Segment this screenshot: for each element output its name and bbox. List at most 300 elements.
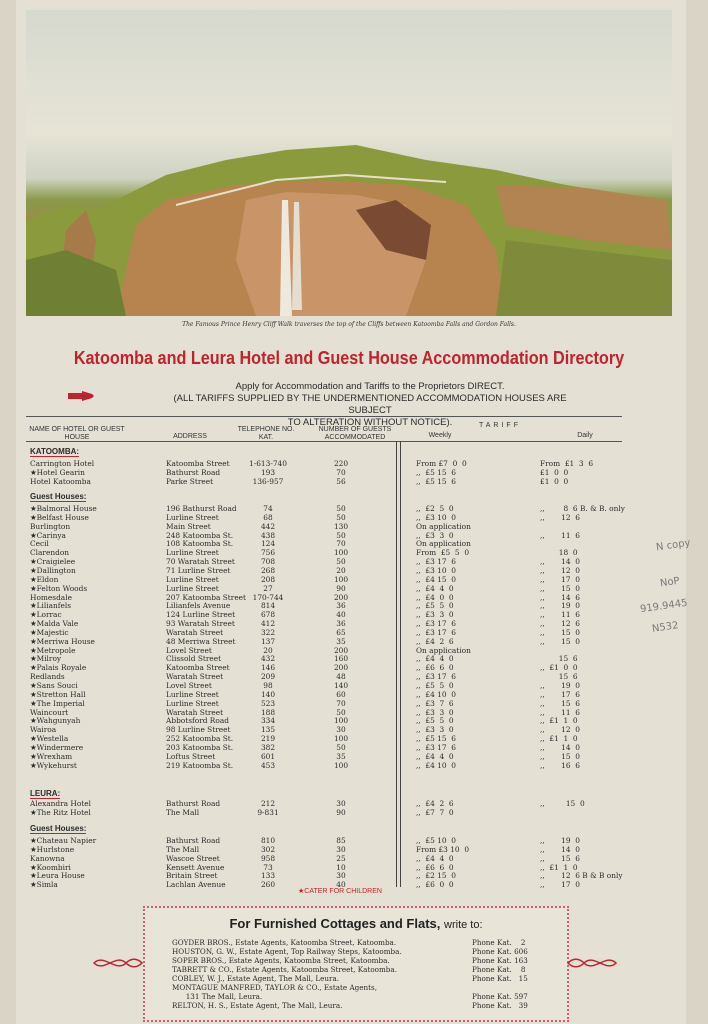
tariff-daily: ,, 19 0: [540, 601, 580, 611]
hotel-capacity: 200: [333, 592, 349, 602]
hotel-name: Alexandra Hotel: [30, 799, 92, 808]
tariff-weekly: ,, £3 3 0: [416, 707, 454, 717]
apply-line-3: TO ALTERATION WITHOUT NOTICE).: [287, 417, 453, 428]
tariff-weekly: ,, £5 10 0: [416, 836, 456, 845]
hotel-address: Wascoe Street: [166, 853, 220, 863]
directory-title: Katoomba and Leura Hotel and Guest House Accommodation Directory: [73, 348, 625, 368]
hotel-phone: 193: [260, 468, 276, 477]
tariff-daily: ,, 17 0: [540, 880, 580, 890]
hotel-capacity: 30: [336, 844, 346, 854]
table-row: [0, 504, 708, 513]
agent-row: [172, 974, 652, 983]
hotel-capacity: 200: [333, 663, 349, 673]
hotel-name: ★Balmoral House: [30, 504, 97, 513]
hotel-phone: 9-831: [257, 808, 279, 817]
tariff-weekly: ,, £4 4 0: [416, 751, 454, 761]
hotel-address: Main Street: [166, 521, 211, 531]
hotel-address: 93 Waratah Street: [166, 619, 235, 629]
agent-name: MONTAGUE MANFRED, TAYLOR & CO., Estate Agents,: [172, 983, 378, 992]
hotel-capacity: 100: [333, 548, 349, 558]
agent-phone: Phone Kat. 15: [472, 974, 528, 983]
hotel-phone: 334: [260, 716, 276, 726]
tariff-weekly: ,, £3 10 0: [416, 512, 456, 522]
cater-note: ★CATER FOR CHILDREN: [298, 888, 382, 895]
header-rule: [26, 441, 622, 442]
hotel-address: 252 Katoomba St.: [166, 734, 234, 744]
table-row: [0, 871, 708, 880]
hotel-address: 196 Bathurst Road: [166, 504, 237, 513]
hotel-phone: 756: [260, 548, 276, 558]
hotel-capacity: 85: [336, 836, 346, 845]
table-row: [0, 566, 708, 575]
hotel-name: ★Milroy: [30, 654, 62, 664]
hotel-name: ★Craigielee: [30, 557, 76, 567]
apply-line-1: Apply for Accommodation and Tariffs to the Proprietors DIRECT.: [235, 381, 505, 392]
hotel-capacity: 25: [336, 853, 346, 863]
hotel-name: ★Wahgunyah: [30, 716, 81, 726]
tariff-daily: ,, 11 6: [540, 707, 580, 717]
pencil-note-1: N copy: [655, 537, 692, 554]
apply-line-2: (ALL TARIFFS SUPPLIED BY THE UNDERMENTIONED ACCOMMODATION HOUSES ARE SUBJECT: [173, 393, 567, 416]
agent-name: HOUSTON, G. W., Estate Agent, Top Railway Steps, Katoomba.: [172, 947, 402, 956]
tariff-daily: ,, £1 1 0: [540, 734, 578, 744]
tariff-weekly: ,, £3 17 6: [416, 557, 456, 567]
hotel-name: ★Merriwa House: [30, 636, 95, 646]
hotel-phone: 140: [260, 689, 276, 699]
tariff-daily: ,, 15 0: [540, 627, 580, 637]
tariff-daily: ,, 19 0: [540, 681, 580, 690]
tariff-weekly: ,, £3 3 0: [416, 610, 454, 620]
hotel-capacity: 50: [336, 742, 346, 752]
hotel-phone: 678: [260, 610, 276, 620]
hotel-address: The Mall: [166, 808, 200, 817]
tariff-weekly: On application: [416, 521, 471, 531]
hotel-capacity: 90: [336, 583, 346, 593]
pencil-note-2: NoP: [659, 575, 681, 590]
hotel-name: ★Wrexham: [30, 751, 73, 761]
section-katoomba-guest-houses: Guest Houses:: [30, 492, 87, 501]
hotel-capacity: 60: [336, 689, 346, 699]
hotel-address: Loftus Street: [166, 751, 216, 761]
table-row: [0, 637, 708, 646]
tariff-weekly: ,, £5 5 0: [416, 601, 454, 611]
section-leura: LEURA:: [30, 789, 61, 798]
hotel-phone: 209: [260, 672, 276, 682]
hotel-address: 71 Lurline Street: [166, 565, 231, 575]
top-rule: [26, 416, 622, 417]
tariff-daily: ,, 15 6: [540, 698, 580, 708]
tariff-weekly: ,, £3 17 6: [416, 742, 456, 752]
tariff-daily: ,, 15 0: [540, 583, 580, 593]
hotel-name: ★Carinya: [30, 530, 66, 540]
agent-row: [172, 992, 652, 1001]
hotel-phone: 442: [260, 521, 276, 531]
hotel-capacity: 50: [336, 530, 346, 540]
hotel-phone: 601: [260, 751, 276, 761]
table-row: [0, 654, 708, 663]
cliff-illustration: [26, 10, 672, 316]
tariff-weekly: On application: [416, 539, 471, 549]
tariff-weekly: From £3 10 0: [416, 844, 470, 854]
hotel-capacity: 30: [336, 725, 346, 735]
table-row: [0, 646, 708, 655]
table-row: [0, 699, 708, 708]
hotel-address: Katoomba Street: [166, 459, 230, 468]
tariff-weekly: From £5 5 0: [416, 548, 470, 558]
hotel-name: Cecil: [30, 539, 49, 549]
hotel-capacity: 30: [336, 799, 346, 808]
hotel-capacity: 40: [336, 610, 346, 620]
tariff-weekly: ,, £5 15 6: [416, 468, 456, 477]
cottages-title: [143, 916, 569, 931]
tariff-daily: ,, 15 0: [540, 751, 580, 761]
hotel-phone: 322: [260, 627, 276, 637]
hotel-phone: 146: [260, 663, 276, 673]
hotel-capacity: 100: [333, 716, 349, 726]
table-row: [0, 619, 708, 628]
hotel-address: 98 Lurline Street: [166, 725, 231, 735]
hotel-phone: 208: [260, 574, 276, 584]
hotel-phone: 382: [260, 742, 276, 752]
tariff-daily: ,, 12 6: [540, 512, 580, 522]
hotel-name: ★Metropole: [30, 645, 76, 655]
hotel-name: Redlands: [30, 672, 65, 682]
hotel-name: Waincourt: [30, 707, 69, 717]
table-row: [0, 708, 708, 717]
col-header-name: NAME OF HOTEL OR GUEST HOUSE: [29, 426, 125, 441]
tariff-weekly: ,, £4 4 0: [416, 853, 454, 863]
agent-phone: Phone Kat. 2: [472, 938, 526, 947]
hotel-phone: 814: [260, 601, 276, 611]
tariff-weekly: ,, £3 3 0: [416, 725, 454, 735]
table-row: [0, 845, 708, 854]
cottages-title-tail: write to:: [444, 919, 483, 931]
hotel-address: Katoomba Street: [166, 663, 230, 673]
tariff-daily: ,, £1 1 0: [540, 862, 578, 872]
hotel-address: Lurline Street: [166, 574, 219, 584]
pencil-note-3: 919.9445: [639, 597, 689, 616]
table-row: [0, 863, 708, 872]
table-row: [0, 513, 708, 522]
hotel-phone: 73: [263, 862, 273, 872]
col-header-daily: Daily: [577, 432, 593, 439]
hotel-name: ★Wykehurst: [30, 760, 77, 770]
tariff-daily: ,, 19 0: [540, 836, 580, 845]
hotel-name: ★Hurlstone: [30, 844, 75, 854]
hotel-address: Bathurst Road: [166, 799, 221, 808]
table-row: [0, 734, 708, 743]
agent-row: [172, 983, 652, 992]
hotel-name: ★Palais Royale: [30, 663, 87, 673]
hotel-name: Carrington Hotel: [30, 459, 95, 468]
hotel-capacity: 50: [336, 707, 346, 717]
hotel-address: Waratah Street: [166, 707, 224, 717]
hotel-address: Lurline Street: [166, 689, 219, 699]
tariff-weekly: ,, £7 7 0: [416, 808, 454, 817]
tariff-daily: ,, 14 0: [540, 557, 580, 567]
hotel-address: 219 Katoomba St.: [166, 760, 234, 770]
table-row: [0, 836, 708, 845]
hotel-name: ★Dallington: [30, 565, 76, 575]
tariff-weekly: ,, £5 15 6: [416, 734, 456, 744]
hotel-address: Lovel Street: [166, 645, 212, 655]
hotel-phone: 212: [260, 799, 276, 808]
hotel-name: Wairoa: [30, 725, 57, 735]
hotel-address: Lurline Street: [166, 548, 219, 558]
table-row: [0, 601, 708, 610]
tariff-daily: ,, 14 0: [540, 742, 580, 752]
table-row: [0, 690, 708, 699]
hotel-phone: 432: [260, 654, 276, 664]
col-header-address: ADDRESS: [173, 433, 207, 440]
tariff-daily: ,, 16 6: [540, 760, 580, 770]
hotel-phone: 958: [260, 853, 276, 863]
hotel-phone: 68: [263, 512, 273, 522]
agent-name: TABRETT & CO., Estate Agents, Katoomba Street, Katoomba.: [172, 965, 397, 974]
hotel-capacity: 50: [336, 557, 346, 567]
col-header-tariff: TARIFF: [479, 422, 521, 429]
hotel-phone: 219: [260, 734, 276, 744]
tariff-weekly: ,, £4 0 0: [416, 592, 454, 602]
hotel-address: Lurline Street: [166, 698, 219, 708]
hotel-capacity: 36: [336, 601, 346, 611]
hotel-capacity: 35: [336, 636, 346, 646]
tariff-weekly: ,, £4 2 6: [416, 636, 454, 646]
hotel-capacity: 20: [336, 565, 346, 575]
hotel-capacity: 56: [336, 477, 346, 486]
tariff-daily: 15 6: [540, 672, 578, 682]
tariff-weekly: ,, £3 3 0: [416, 530, 454, 540]
table-row: [0, 854, 708, 863]
tariff-weekly: ,, £4 4 0: [416, 654, 454, 664]
hotel-capacity: 36: [336, 619, 346, 629]
tariff-weekly: ,, £3 17 6: [416, 672, 456, 682]
hotel-capacity: 100: [333, 760, 349, 770]
table-row: [0, 557, 708, 566]
tariff-weekly: ,, £3 10 0: [416, 565, 456, 575]
hotel-name: Homesdale: [30, 592, 72, 602]
hotel-phone: 453: [260, 760, 276, 770]
tariff-daily: ,, 15 0: [540, 636, 580, 646]
hotel-address: 108 Katoomba St.: [166, 539, 234, 549]
hotel-address: Abbotsford Road: [166, 716, 229, 726]
tariff-weekly: ,, £3 17 6: [416, 619, 456, 629]
tariff-daily: ,, 11 6: [540, 610, 580, 620]
hotel-capacity: 50: [336, 512, 346, 522]
hotel-address: Lilianfels Avenue: [166, 601, 231, 611]
hotel-capacity: 35: [336, 751, 346, 761]
cliff-photo: [26, 10, 672, 316]
agent-name: RELTON, H. S., Estate Agent, The Mall, Leura.: [172, 1001, 343, 1010]
tariff-weekly: ,, £4 10 0: [416, 760, 456, 770]
photo-caption: The Famous Prince Henry Cliff Walk traverses the top of the Cliffs between Katoomba Falls and Gordon Falls.: [182, 321, 516, 328]
hotel-capacity: 30: [336, 871, 346, 881]
hotel-phone: 27: [263, 583, 273, 593]
agent-phone: Phone Kat. 606: [472, 947, 528, 956]
agent-phone: Phone Kat. 597: [472, 992, 528, 1001]
tariff-daily: ,, 12 6: [540, 619, 580, 629]
tariff-daily: ,, 12 6 B & B only: [540, 871, 623, 881]
tariff-daily: ,, 8 6 B. & B. only: [540, 504, 625, 513]
hotel-address: Waratah Street: [166, 627, 224, 637]
hotel-address: 48 Merriwa Street: [166, 636, 236, 646]
table-row: [0, 593, 708, 602]
hotel-phone: 810: [260, 836, 276, 845]
hotel-name: Hotel Katoomba: [30, 477, 91, 486]
table-row: [0, 628, 708, 637]
hotel-capacity: 100: [333, 734, 349, 744]
hotel-phone: 136-957: [252, 477, 284, 486]
tariff-weekly: ,, £4 15 0: [416, 574, 456, 584]
tariff-weekly: ,, £3 7 6: [416, 698, 454, 708]
tariff-weekly: ,, £4 10 0: [416, 689, 456, 699]
hotel-name: ★Lilianfels: [30, 601, 72, 611]
tariff-daily: From £1 3 6: [540, 459, 594, 468]
hotel-phone: 260: [260, 880, 276, 890]
tariff-weekly: ,, £2 15 0: [416, 871, 456, 881]
agent-phone: Phone Kat. 8: [472, 965, 526, 974]
hotel-capacity: 140: [333, 681, 349, 690]
tariff-daily: ,, £1 1 0: [540, 716, 578, 726]
hotel-phone: 1-613-740: [249, 459, 287, 468]
tariff-weekly: ,, £3 17 6: [416, 627, 456, 637]
tariff-daily: ,, 12 0: [540, 565, 580, 575]
tariff-daily: ,, 11 6: [540, 530, 580, 540]
hotel-name: ★Koombiri: [30, 862, 71, 872]
hotel-name: ★Westella: [30, 734, 69, 744]
tariff-daily: ,, 15 6: [540, 853, 580, 863]
hotel-name: ★Lorrac: [30, 610, 62, 620]
tariff-daily: ,, 15 0: [540, 799, 585, 808]
hotel-phone: 133: [260, 871, 276, 881]
col-header-telephone: TELEPHONE NO. KAT.: [237, 426, 295, 441]
hotel-name: ★Felton Woods: [30, 583, 88, 593]
hotel-name: ★Chateau Napier: [30, 836, 97, 845]
tariff-daily: ,, 17 6: [540, 689, 580, 699]
hotel-name: ★Eldon: [30, 574, 59, 584]
hotel-address: Kensett Avenue: [166, 862, 225, 872]
col-header-weekly: Weekly: [428, 432, 452, 439]
hotel-capacity: 160: [333, 654, 349, 664]
table-row: [0, 743, 708, 752]
hotel-address: The Mall: [166, 844, 200, 854]
table-row: [0, 459, 708, 468]
table-row: [0, 716, 708, 725]
hotel-phone: 137: [260, 636, 276, 646]
cottages-title-main: For Furnished Cottages and Flats,: [229, 916, 441, 931]
hotel-address: Clissold Street: [166, 654, 222, 664]
agent-name: COBLEY, W. J., Estate Agent, The Mall, Leura.: [172, 974, 340, 983]
table-row: [0, 531, 708, 540]
hotel-capacity: 220: [333, 459, 349, 468]
hotel-address: 124 Lurline Street: [166, 610, 236, 620]
tariff-weekly: ,, £5 5 0: [416, 716, 454, 726]
hotel-phone: 188: [260, 707, 276, 717]
section-leura-guest-houses: Guest Houses:: [30, 824, 87, 833]
table-row: [0, 808, 708, 817]
hotel-address: Parke Street: [166, 477, 214, 486]
hotel-phone: 98: [263, 681, 273, 690]
hotel-address: 248 Katoomba St.: [166, 530, 234, 540]
hotel-phone: 124: [260, 539, 276, 549]
table-row: [0, 725, 708, 734]
table-row: [0, 761, 708, 770]
table-row: [0, 522, 708, 531]
tariff-weekly: ,, £4 2 6: [416, 799, 454, 808]
hotel-name: ★Stretton Hall: [30, 689, 86, 699]
hotel-phone: 302: [260, 844, 276, 854]
tariff-daily: 15 6: [540, 654, 578, 664]
table-row: [0, 539, 708, 548]
tariff-daily: 18 0: [540, 548, 578, 558]
tariff-weekly: ,, £5 15 6: [416, 477, 456, 486]
hotel-address: 203 Katoomba St.: [166, 742, 234, 752]
hotel-capacity: 100: [333, 574, 349, 584]
tariff-daily: £1 0 0: [540, 468, 569, 477]
agent-row: [172, 938, 652, 947]
pencil-note-4: N532: [651, 620, 680, 635]
section-katoomba: KATOOMBA:: [30, 447, 80, 456]
table-row: [0, 548, 708, 557]
col-header-accommodated: NUMBER OF GUESTS ACCOMMODATED: [318, 426, 392, 441]
agent-name: SOPER BROS., Estate Agents, Katoomba Street, Katoomba.: [172, 956, 390, 965]
pointing-hand-icon: [68, 390, 94, 402]
hotel-capacity: 50: [336, 504, 346, 513]
tariff-weekly: ,, £2 5 0: [416, 504, 454, 513]
hotel-phone: 135: [260, 725, 276, 735]
table-row: [0, 575, 708, 584]
table-row: [0, 584, 708, 593]
hotel-address: Britain Street: [166, 871, 218, 881]
hotel-address: 70 Waratah Street: [166, 557, 235, 567]
tariff-daily: ,, 14 6: [540, 592, 580, 602]
hotel-address: Lurline Street: [166, 512, 219, 522]
hotel-capacity: 130: [333, 521, 349, 531]
hotel-capacity: 48: [336, 672, 346, 682]
agent-name: GOYDER BROS., Estate Agents, Katoomba Street, Katoomba.: [172, 938, 397, 947]
hotel-name: Burlington: [30, 521, 71, 531]
tariff-daily: £1 0 0: [540, 477, 569, 486]
hotel-capacity: 70: [336, 698, 346, 708]
tariff-daily: ,, 14 0: [540, 844, 580, 854]
table-row: [0, 663, 708, 672]
hotel-name: ★Malda Vale: [30, 619, 79, 629]
hotel-capacity: 70: [336, 539, 346, 549]
hotel-name: ★Simla: [30, 880, 58, 890]
tariff-weekly: ,, £4 4 0: [416, 583, 454, 593]
hotel-name: ★Majestic: [30, 627, 69, 637]
agent-phone: Phone Kat. 163: [472, 956, 528, 965]
hotel-name: ★Belfast House: [30, 512, 89, 522]
table-row: [0, 477, 708, 486]
table-row: [0, 468, 708, 477]
tariff-daily: ,, 17 0: [540, 574, 580, 584]
table-row: [0, 799, 708, 808]
table-row: [0, 681, 708, 690]
tariff-weekly: ,, £5 5 0: [416, 681, 454, 690]
hotel-name: ★The Imperial: [30, 698, 85, 708]
hotel-address: Waratah Street: [166, 672, 224, 682]
hotel-address: Bathurst Road: [166, 836, 221, 845]
hotel-phone: 412: [260, 619, 276, 629]
agent-phone: Phone Kat. 39: [472, 1001, 528, 1010]
hotel-address: Lachlan Avenue: [166, 880, 226, 890]
tariff-weekly: ,, £6 6 0: [416, 862, 454, 872]
hotel-name: Clarendon: [30, 548, 70, 558]
tariff-weekly: ,, £6 6 0: [416, 663, 454, 673]
left-ornament-icon: [92, 953, 144, 973]
right-ornament-icon: [566, 953, 618, 973]
